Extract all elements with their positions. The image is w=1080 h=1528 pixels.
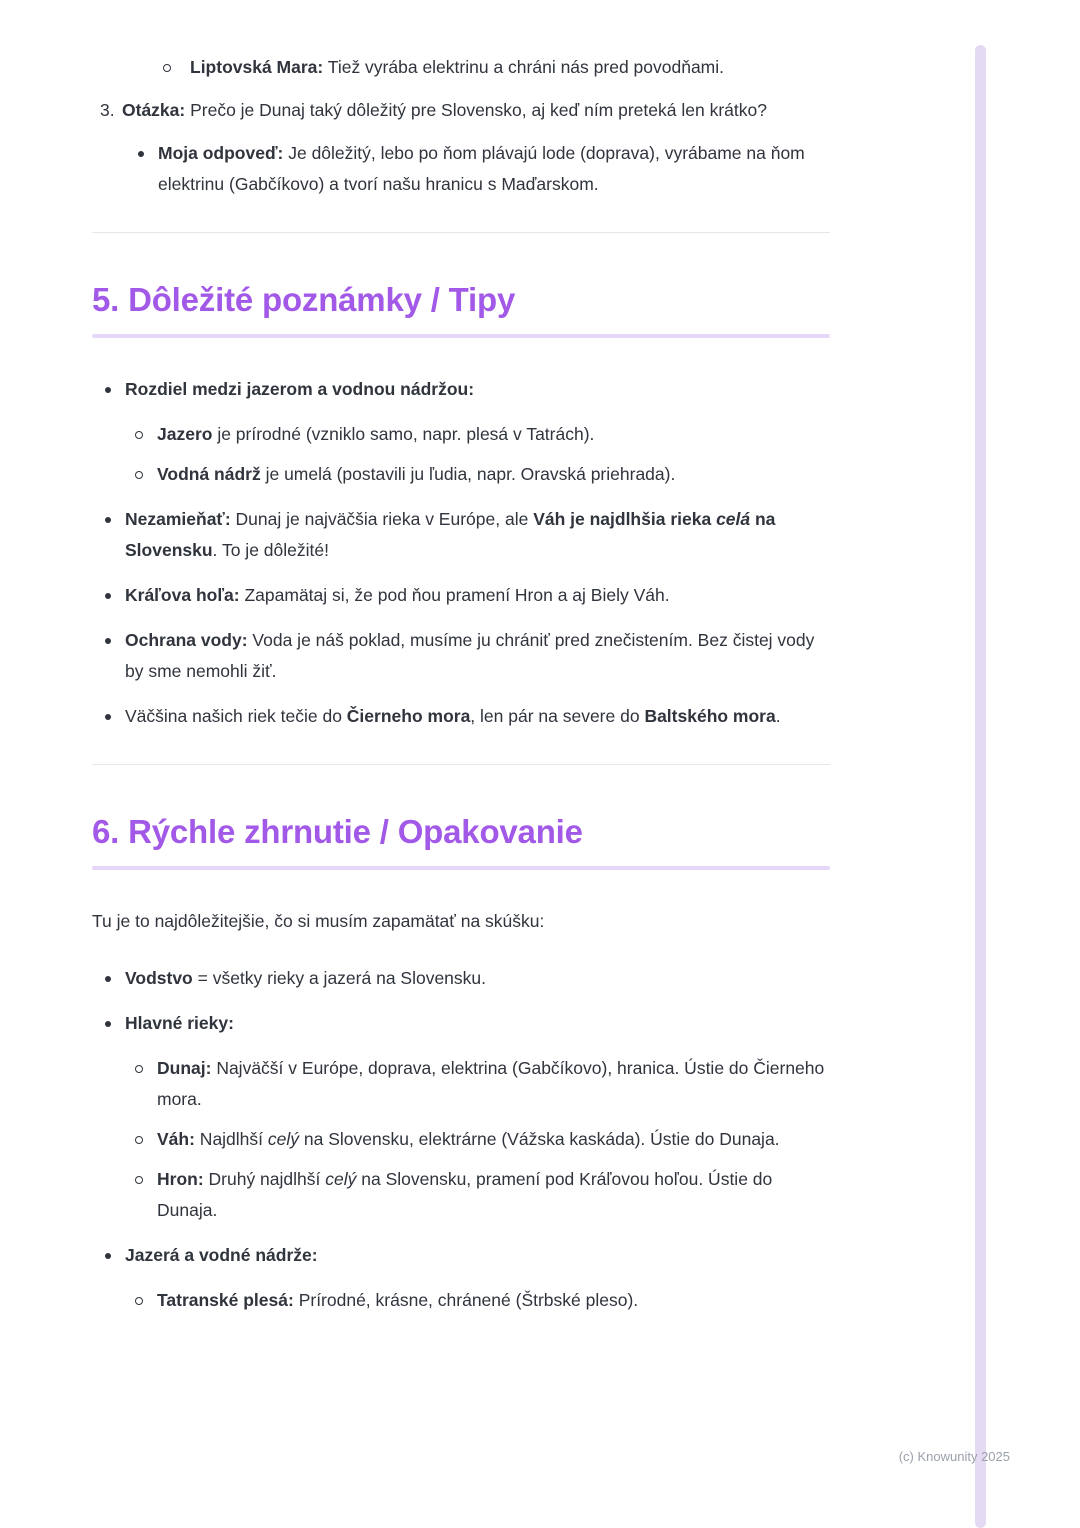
text-run: Váh: — [157, 1129, 195, 1149]
circle-bullet-icon — [135, 1136, 143, 1144]
list-item — [92, 419, 830, 450]
bullet-icon — [138, 151, 144, 157]
item-text — [122, 100, 767, 120]
text-run: celý — [267, 1129, 300, 1149]
text-run: na Slovensku, elektrárne (Vážska kaskáda). Ústie do Dunaja. — [299, 1129, 780, 1149]
list-item — [92, 1164, 830, 1226]
bullet-icon — [105, 638, 111, 644]
text-run: Tatranské plesá: — [157, 1290, 294, 1310]
text-run: Hron: — [157, 1169, 204, 1189]
list-item — [92, 1008, 830, 1039]
item-text — [157, 1169, 772, 1220]
item-text — [157, 464, 675, 484]
bullet-icon — [105, 517, 111, 523]
text-run: Jazero — [157, 424, 213, 444]
item-text — [157, 1058, 824, 1109]
text-run: na Slovensku, pramení pod Kráľovou hoľou. Ústie do Dunaja. — [157, 1169, 773, 1220]
circle-bullet-icon — [135, 1065, 143, 1073]
list-item — [92, 374, 830, 405]
text-run: Jazerá a vodné nádrže: — [125, 1245, 318, 1265]
text-run: , len pár na severe do — [470, 706, 645, 726]
bullet-icon — [105, 593, 111, 599]
list-item — [92, 580, 830, 611]
list-item — [92, 504, 830, 566]
text-run: na Slovensku — [125, 509, 776, 560]
text-run: Vodná nádrž — [157, 464, 261, 484]
item-text — [157, 424, 594, 444]
list-item — [92, 963, 830, 994]
text-run: = všetky rieky a jazerá na Slovensku. — [192, 968, 487, 988]
text-run: Väčšina našich riek tečie do — [125, 706, 347, 726]
list-item — [92, 95, 830, 126]
text-run: Vodstvo — [125, 968, 193, 988]
item-text — [190, 57, 724, 77]
list-item — [92, 1285, 830, 1316]
text-run: Dunaj: — [157, 1058, 212, 1078]
section-divider — [92, 232, 830, 233]
text-run: je umelá (postavili ju ľudia, napr. Oravská priehrada). — [260, 464, 676, 484]
text-run: Ochrana vody: — [125, 630, 248, 650]
item-text — [125, 379, 474, 399]
text-run: . — [775, 706, 781, 726]
bullet-icon — [105, 1253, 111, 1259]
list-item — [92, 138, 830, 200]
section-divider — [92, 764, 830, 765]
item-text — [125, 1245, 318, 1265]
item-text — [125, 706, 781, 726]
text-run: Prírodné, krásne, chránené (Štrbské pleso). — [293, 1290, 639, 1310]
scrollbar[interactable] — [975, 45, 986, 1528]
list-item — [92, 625, 830, 687]
text-run: Tiež vyrába elektrinu a chráni nás pred povodňami. — [323, 57, 725, 77]
text-run: Hlavné rieky: — [125, 1013, 234, 1033]
circle-bullet-icon — [135, 1297, 143, 1305]
circle-bullet-icon — [163, 64, 171, 72]
item-text — [157, 1290, 638, 1310]
paragraph — [92, 906, 830, 937]
item-text — [158, 143, 805, 194]
text-run: Rozdiel medzi jazerom a vodnou nádržou: — [125, 379, 475, 399]
section-heading: 5. Dôležité poznámky / Tipy — [92, 281, 516, 318]
section-heading: 6. Rýchle zhrnutie / Opakovanie — [92, 813, 583, 850]
text-run: Zapamätaj si, že pod ňou pramení Hron a aj Biely Váh. — [239, 585, 670, 605]
text-run: Moja odpoveď: — [158, 143, 284, 163]
text-run: Váh je najdlhšia rieka — [533, 509, 717, 529]
list-item — [92, 1053, 830, 1115]
bullet-icon — [105, 1021, 111, 1027]
text-run: Najdlhší — [194, 1129, 268, 1149]
text-run: Čierneho mora — [346, 706, 471, 726]
list-item — [92, 1124, 830, 1155]
item-text — [125, 585, 670, 605]
section-heading-block — [92, 279, 830, 338]
text-run: Dunaj je najväčšia rieka v Európe, ale — [230, 509, 534, 529]
heading-underline — [92, 334, 830, 338]
list-item — [92, 459, 830, 490]
circle-bullet-icon — [135, 471, 143, 479]
circle-bullet-icon — [135, 431, 143, 439]
text-run: . To je dôležité! — [212, 540, 329, 560]
item-text — [125, 509, 775, 560]
item-text — [125, 630, 814, 681]
item-text — [92, 911, 544, 931]
bullet-icon — [105, 714, 111, 720]
text-run: celá — [716, 509, 751, 529]
item-number: 3. — [100, 100, 115, 120]
item-text — [125, 1013, 234, 1033]
copyright-watermark: (c) Knowunity 2025 — [898, 1449, 1010, 1464]
heading-underline — [92, 866, 830, 870]
text-run: Druhý najdlhší — [203, 1169, 326, 1189]
bullet-icon — [105, 387, 111, 393]
item-text — [157, 1129, 780, 1149]
section-heading-block — [92, 811, 830, 870]
list-item — [92, 1240, 830, 1271]
content-blocks — [92, 52, 830, 1325]
text-run: Nezamieňať: — [125, 509, 231, 529]
text-run: Voda je náš poklad, musíme ju chrániť pred znečistením. Bez čistej vody by sme nemohli žiť. — [125, 630, 815, 681]
bullet-icon — [105, 976, 111, 982]
text-run: Prečo je Dunaj taký dôležitý pre Slovensko, aj keď ním preteká len krátko? — [185, 100, 767, 120]
list-item — [92, 701, 830, 732]
item-text — [125, 968, 486, 988]
text-run: je prírodné (vzniklo samo, napr. plesá v Tatrách). — [212, 424, 595, 444]
text-run: Je dôležitý, lebo po ňom plávajú lode (doprava), vyrábame na ňom elektrinu (Gabčíkovo) a tvorí našu hranicu s Maďarskom. — [158, 143, 805, 194]
text-run: celý — [325, 1169, 357, 1189]
text-run: Liptovská Mara: — [190, 57, 324, 77]
text-run: Otázka: — [122, 100, 186, 120]
text-run: Kráľova hoľa: — [125, 585, 240, 605]
list-item — [92, 52, 830, 83]
text-run: Tu je to najdôležitejšie, čo si musím zapamätať na skúšku: — [92, 911, 545, 931]
text-run: Baltského mora — [644, 706, 776, 726]
circle-bullet-icon — [135, 1176, 143, 1184]
text-run: Najväčší v Európe, doprava, elektrina (Gabčíkovo), hranica. Ústie do Čierneho mora. — [157, 1058, 825, 1109]
